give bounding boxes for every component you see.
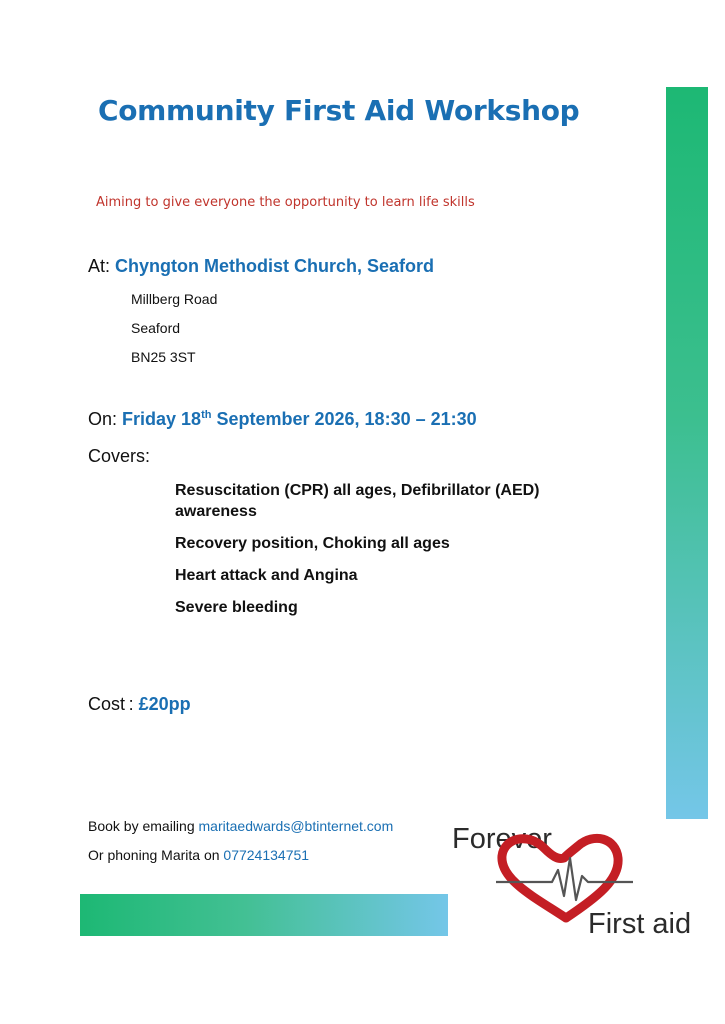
cost-value: £20pp [138,694,191,714]
phone-prefix: Or phoning Marita on [88,847,224,863]
side-gradient-bar [666,87,708,819]
logo-text-forever: Forever [452,823,552,855]
cost-label: Cost : [88,694,139,714]
phone-line [88,847,309,863]
logo-text-first-aid: First aid [588,908,692,940]
date-ordinal: th [201,409,212,421]
list-item: Resuscitation (CPR) all ages, Defibrillator (AED) awareness [175,482,540,520]
list-item: Severe bleeding [175,599,298,616]
venue-label: At: [88,256,111,276]
email-line [88,818,393,834]
list-item: Recovery position, Choking all ages [175,535,450,552]
list-item: Heart attack and Angina [175,567,358,584]
date-rest: September 2026, 18:30 – 21:30 [211,409,477,429]
email-prefix: Book by emailing [88,818,199,834]
phone-link[interactable]: 07724134751 [223,847,310,863]
bottom-gradient-bar [80,894,448,936]
date-label: On: [88,409,118,429]
cost-line [88,694,191,715]
venue-line [88,256,434,277]
address-line-3: BN25 3ST [131,349,196,365]
date-value [122,409,477,429]
address-line-1: Millberg Road [131,291,218,307]
page-title: Community First Aid Workshop [98,94,580,127]
venue-name: Chyngton Methodist Church, Seaford [115,256,435,276]
covers-list [175,480,595,629]
date-day: Friday 18 [122,409,202,429]
tagline: Aiming to give everyone the opportunity to learn life skills [96,195,475,210]
address-line-2: Seaford [131,320,181,336]
email-link[interactable]: maritaedwards@btinternet.com [198,818,394,834]
date-line [88,409,477,430]
covers-label: Covers: [88,446,151,466]
forever-first-aid-logo [448,818,710,940]
